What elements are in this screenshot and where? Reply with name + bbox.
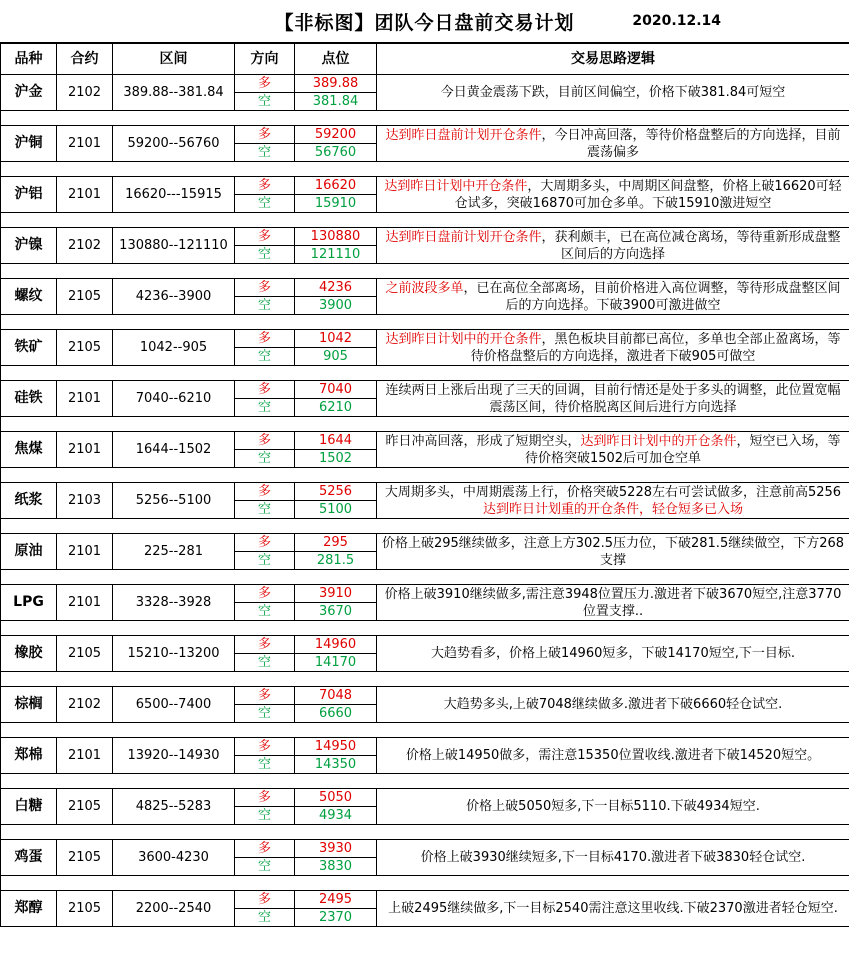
logic-segment: ，今日冲高回落，等待价格盘整后的方向选择，目前震荡偏多 — [541, 127, 841, 160]
row-spacer — [1, 723, 849, 738]
point-long: 16620 — [295, 177, 377, 195]
spacer-cell — [1, 417, 849, 432]
table-row — [1, 585, 849, 603]
table-row — [1, 381, 849, 399]
direction-long: 多 — [235, 381, 295, 399]
commodity-name: 白糖 — [1, 789, 57, 825]
row-spacer — [1, 417, 849, 432]
price-range: 7040--6210 — [113, 381, 235, 417]
trade-logic — [377, 228, 849, 264]
point-long: 14950 — [295, 738, 377, 756]
direction-long: 多 — [235, 789, 295, 807]
commodity-name: 硅铁 — [1, 381, 57, 417]
price-range: 2200--2540 — [113, 891, 235, 927]
contract-code: 2101 — [57, 534, 113, 570]
table-row — [1, 75, 849, 93]
direction-short: 空 — [235, 93, 295, 111]
price-range: 5256--5100 — [113, 483, 235, 519]
table-row — [1, 330, 849, 348]
commodity-name: LPG — [1, 585, 57, 621]
point-long: 1042 — [295, 330, 377, 348]
point-long: 5256 — [295, 483, 377, 501]
price-range: 16620---15915 — [113, 177, 235, 213]
direction-long: 多 — [235, 687, 295, 705]
direction-long: 多 — [235, 636, 295, 654]
row-spacer — [1, 366, 849, 381]
direction-long: 多 — [235, 126, 295, 144]
commodity-name: 沪铝 — [1, 177, 57, 213]
trade-logic — [377, 789, 849, 825]
trade-logic — [377, 636, 849, 672]
title-row — [0, 0, 849, 43]
logic-segment: 达到昨日计划中的开仓条件 — [385, 331, 542, 347]
price-range: 389.88--381.84 — [113, 75, 235, 111]
logic-segment: 大趋势多头,上破7048继续做多.激进者下破6660轻仓试空. — [443, 697, 783, 712]
plan-date: 2020.12.14 — [632, 13, 721, 29]
logic-segment: 之前波段多单 — [385, 280, 464, 296]
row-spacer — [1, 876, 849, 891]
logic-segment: 达到昨日盘前计划开仓条件 — [385, 229, 542, 245]
point-short: 15910 — [295, 195, 377, 213]
point-short: 1502 — [295, 450, 377, 468]
point-long: 4236 — [295, 279, 377, 297]
direction-long: 多 — [235, 75, 295, 93]
table-row — [1, 432, 849, 450]
col-direction-header: 方向 — [235, 44, 295, 75]
spacer-cell — [1, 111, 849, 126]
col-logic-header: 交易思路逻辑 — [377, 44, 849, 75]
direction-long: 多 — [235, 585, 295, 603]
contract-code: 2102 — [57, 75, 113, 111]
direction-short: 空 — [235, 807, 295, 825]
contract-code: 2101 — [57, 738, 113, 774]
trade-logic — [377, 840, 849, 876]
trade-logic — [377, 534, 849, 570]
table-row — [1, 228, 849, 246]
commodity-name: 鸡蛋 — [1, 840, 57, 876]
logic-segment: ，获利颇丰，已在高位减仓离场，等待重新形成盘整区间后的方向选择 — [541, 229, 841, 262]
commodity-name: 沪铜 — [1, 126, 57, 162]
logic-segment: 价格上破295继续做多，注意上方302.5压力位，下破281.5继续做空，下方268支撑 — [381, 535, 845, 568]
row-spacer — [1, 162, 849, 177]
logic-segment: 价格上破3910继续做多,需注意3948位置压力.激进者下破3670短空,注意3770位置支撑.. — [384, 586, 842, 619]
direction-short: 空 — [235, 195, 295, 213]
row-spacer — [1, 672, 849, 687]
spacer-cell — [1, 672, 849, 687]
contract-code: 2102 — [57, 228, 113, 264]
contract-code: 2101 — [57, 585, 113, 621]
point-long: 7040 — [295, 381, 377, 399]
commodity-name: 原油 — [1, 534, 57, 570]
logic-segment: 达到昨日计划中的开仓条件 — [580, 433, 737, 449]
row-spacer — [1, 315, 849, 330]
row-spacer — [1, 468, 849, 483]
row-spacer — [1, 570, 849, 585]
commodity-name: 郑醇 — [1, 891, 57, 927]
trade-logic — [377, 177, 849, 213]
contract-code: 2105 — [57, 789, 113, 825]
point-long: 295 — [295, 534, 377, 552]
contract-code: 2101 — [57, 177, 113, 213]
direction-short: 空 — [235, 348, 295, 366]
trade-logic — [377, 381, 849, 417]
point-short: 905 — [295, 348, 377, 366]
row-spacer — [1, 264, 849, 279]
point-long: 59200 — [295, 126, 377, 144]
direction-long: 多 — [235, 483, 295, 501]
commodity-name: 棕榈 — [1, 687, 57, 723]
direction-long: 多 — [235, 228, 295, 246]
logic-segment: 价格上破3930继续短多,下一目标4170.激进者下破3830轻仓试空. — [420, 850, 806, 865]
price-range: 15210--13200 — [113, 636, 235, 672]
page-title: 【非标图】团队今日盘前交易计划 — [274, 12, 575, 34]
col-contract-header: 合约 — [57, 44, 113, 75]
contract-code: 2103 — [57, 483, 113, 519]
spacer-cell — [1, 213, 849, 228]
direction-short: 空 — [235, 399, 295, 417]
point-short: 121110 — [295, 246, 377, 264]
commodity-name: 沪镍 — [1, 228, 57, 264]
direction-short: 空 — [235, 858, 295, 876]
direction-long: 多 — [235, 738, 295, 756]
point-short: 14170 — [295, 654, 377, 672]
spacer-cell — [1, 825, 849, 840]
trade-logic — [377, 483, 849, 519]
spacer-cell — [1, 519, 849, 534]
trade-logic — [377, 432, 849, 468]
direction-short: 空 — [235, 144, 295, 162]
trade-logic — [377, 738, 849, 774]
trade-logic — [377, 75, 849, 111]
contract-code: 2101 — [57, 432, 113, 468]
trade-logic — [377, 279, 849, 315]
point-long: 130880 — [295, 228, 377, 246]
direction-short: 空 — [235, 450, 295, 468]
row-spacer — [1, 825, 849, 840]
trade-logic — [377, 330, 849, 366]
row-spacer — [1, 621, 849, 636]
trade-logic — [377, 126, 849, 162]
point-long: 5050 — [295, 789, 377, 807]
point-short: 3900 — [295, 297, 377, 315]
price-range: 1042--905 — [113, 330, 235, 366]
trade-logic — [377, 891, 849, 927]
table-row — [1, 789, 849, 807]
price-range: 225--281 — [113, 534, 235, 570]
point-short: 281.5 — [295, 552, 377, 570]
direction-long: 多 — [235, 534, 295, 552]
col-range-header: 区间 — [113, 44, 235, 75]
row-spacer — [1, 774, 849, 789]
price-range: 59200--56760 — [113, 126, 235, 162]
price-range: 4825--5283 — [113, 789, 235, 825]
spacer-cell — [1, 366, 849, 381]
price-range: 6500--7400 — [113, 687, 235, 723]
table-row — [1, 891, 849, 909]
price-range: 13920--14930 — [113, 738, 235, 774]
commodity-name: 螺纹 — [1, 279, 57, 315]
spacer-cell — [1, 264, 849, 279]
col-points-header: 点位 — [295, 44, 377, 75]
contract-code: 2105 — [57, 279, 113, 315]
direction-long: 多 — [235, 177, 295, 195]
direction-short: 空 — [235, 654, 295, 672]
direction-short: 空 — [235, 552, 295, 570]
logic-segment: 上破2495继续做多,下一目标2540需注意这里收线.下破2370激进者轻仓短空. — [388, 901, 838, 916]
point-long: 14960 — [295, 636, 377, 654]
table-row — [1, 534, 849, 552]
contract-code: 2105 — [57, 840, 113, 876]
logic-segment: ，已在高位全部离场，目前价格进入高位调整，等待形成盘整区间后的方向选择。下破3900可激进做空 — [463, 280, 841, 313]
table-row — [1, 177, 849, 195]
commodity-name: 橡胶 — [1, 636, 57, 672]
contract-code: 2101 — [57, 381, 113, 417]
price-range: 130880--121110 — [113, 228, 235, 264]
logic-segment: 达到昨日计划重的开仓条件，轻仓短多已入场 — [482, 501, 743, 517]
direction-long: 多 — [235, 840, 295, 858]
point-short: 14350 — [295, 756, 377, 774]
spacer-cell — [1, 876, 849, 891]
table-row — [1, 687, 849, 705]
price-range: 4236--3900 — [113, 279, 235, 315]
logic-segment: 今日黄金震荡下跌，目前区间偏空，价格下破381.84可短空 — [440, 85, 786, 100]
col-name-header: 品种 — [1, 44, 57, 75]
table-row — [1, 279, 849, 297]
point-long: 3910 — [295, 585, 377, 603]
spacer-cell — [1, 774, 849, 789]
direction-short: 空 — [235, 246, 295, 264]
spacer-cell — [1, 621, 849, 636]
spacer-cell — [1, 468, 849, 483]
direction-short: 空 — [235, 909, 295, 927]
logic-segment: 昨日冲高回落，形成了短期空头， — [385, 433, 581, 449]
point-long: 2495 — [295, 891, 377, 909]
point-short: 56760 — [295, 144, 377, 162]
table-row — [1, 636, 849, 654]
trade-logic — [377, 585, 849, 621]
commodity-name: 纸浆 — [1, 483, 57, 519]
point-long: 3930 — [295, 840, 377, 858]
logic-segment: 大趋势看多，价格上破14960短多，下破14170短空,下一目标. — [431, 646, 795, 661]
spacer-cell — [1, 723, 849, 738]
commodity-name: 郑棉 — [1, 738, 57, 774]
logic-segment: 价格上破5050短多,下一目标5110.下破4934短空. — [466, 799, 760, 814]
logic-segment: 连续两日上涨后出现了三天的回调，目前行情还是处于多头的调整，此位置宽幅震荡区间，待价格脱离区间后进行方向选择 — [385, 382, 841, 415]
spacer-cell — [1, 315, 849, 330]
point-short: 2370 — [295, 909, 377, 927]
point-short: 5100 — [295, 501, 377, 519]
logic-segment: 达到昨日盘前计划开仓条件 — [385, 127, 542, 143]
point-long: 389.88 — [295, 75, 377, 93]
price-range: 1644--1502 — [113, 432, 235, 468]
direction-short: 空 — [235, 501, 295, 519]
direction-short: 空 — [235, 705, 295, 723]
logic-segment: 大周期多头，中周期震荡上行，价格突破5228左右可尝试做多，注意前高5256 — [384, 484, 842, 500]
point-short: 3670 — [295, 603, 377, 621]
contract-code: 2105 — [57, 636, 113, 672]
contract-code: 2101 — [57, 126, 113, 162]
spacer-cell — [1, 162, 849, 177]
table-row — [1, 738, 849, 756]
point-long: 7048 — [295, 687, 377, 705]
point-short: 6660 — [295, 705, 377, 723]
logic-segment: 达到昨日计划中开仓条件 — [384, 178, 528, 194]
table-row — [1, 840, 849, 858]
direction-long: 多 — [235, 891, 295, 909]
spacer-cell — [1, 570, 849, 585]
commodity-name: 铁矿 — [1, 330, 57, 366]
point-short: 3830 — [295, 858, 377, 876]
row-spacer — [1, 519, 849, 534]
contract-code: 2105 — [57, 330, 113, 366]
price-range: 3600-4230 — [113, 840, 235, 876]
commodity-name: 焦煤 — [1, 432, 57, 468]
direction-short: 空 — [235, 603, 295, 621]
direction-long: 多 — [235, 432, 295, 450]
contract-code: 2105 — [57, 891, 113, 927]
logic-segment: ，大周期多头，中周期区间盘整，价格上破16620可轻仓试多，突破16870可加仓多单。下破15910激进短空 — [454, 178, 842, 211]
direction-long: 多 — [235, 330, 295, 348]
trade-logic — [377, 687, 849, 723]
table-row — [1, 126, 849, 144]
plan-table — [0, 43, 849, 927]
direction-short: 空 — [235, 297, 295, 315]
row-spacer — [1, 111, 849, 126]
point-short: 4934 — [295, 807, 377, 825]
contract-code: 2102 — [57, 687, 113, 723]
logic-segment: ，短空已入场，等待价格突破1502后可加仓空单 — [524, 433, 841, 466]
row-spacer — [1, 213, 849, 228]
table-header-row — [1, 44, 849, 75]
commodity-name: 沪金 — [1, 75, 57, 111]
point-long: 1644 — [295, 432, 377, 450]
price-range: 3328--3928 — [113, 585, 235, 621]
logic-segment: 价格上破14950做多，需注意15350位置收线.激进者下破14520短空。 — [405, 748, 821, 763]
table-row — [1, 483, 849, 501]
direction-short: 空 — [235, 756, 295, 774]
logic-segment: ，黑色板块目前都已高位，多单也全部止盈离场，等待价格盘整后的方向选择，激进者下破905可做空 — [470, 331, 841, 364]
point-short: 6210 — [295, 399, 377, 417]
direction-long: 多 — [235, 279, 295, 297]
point-short: 381.84 — [295, 93, 377, 111]
